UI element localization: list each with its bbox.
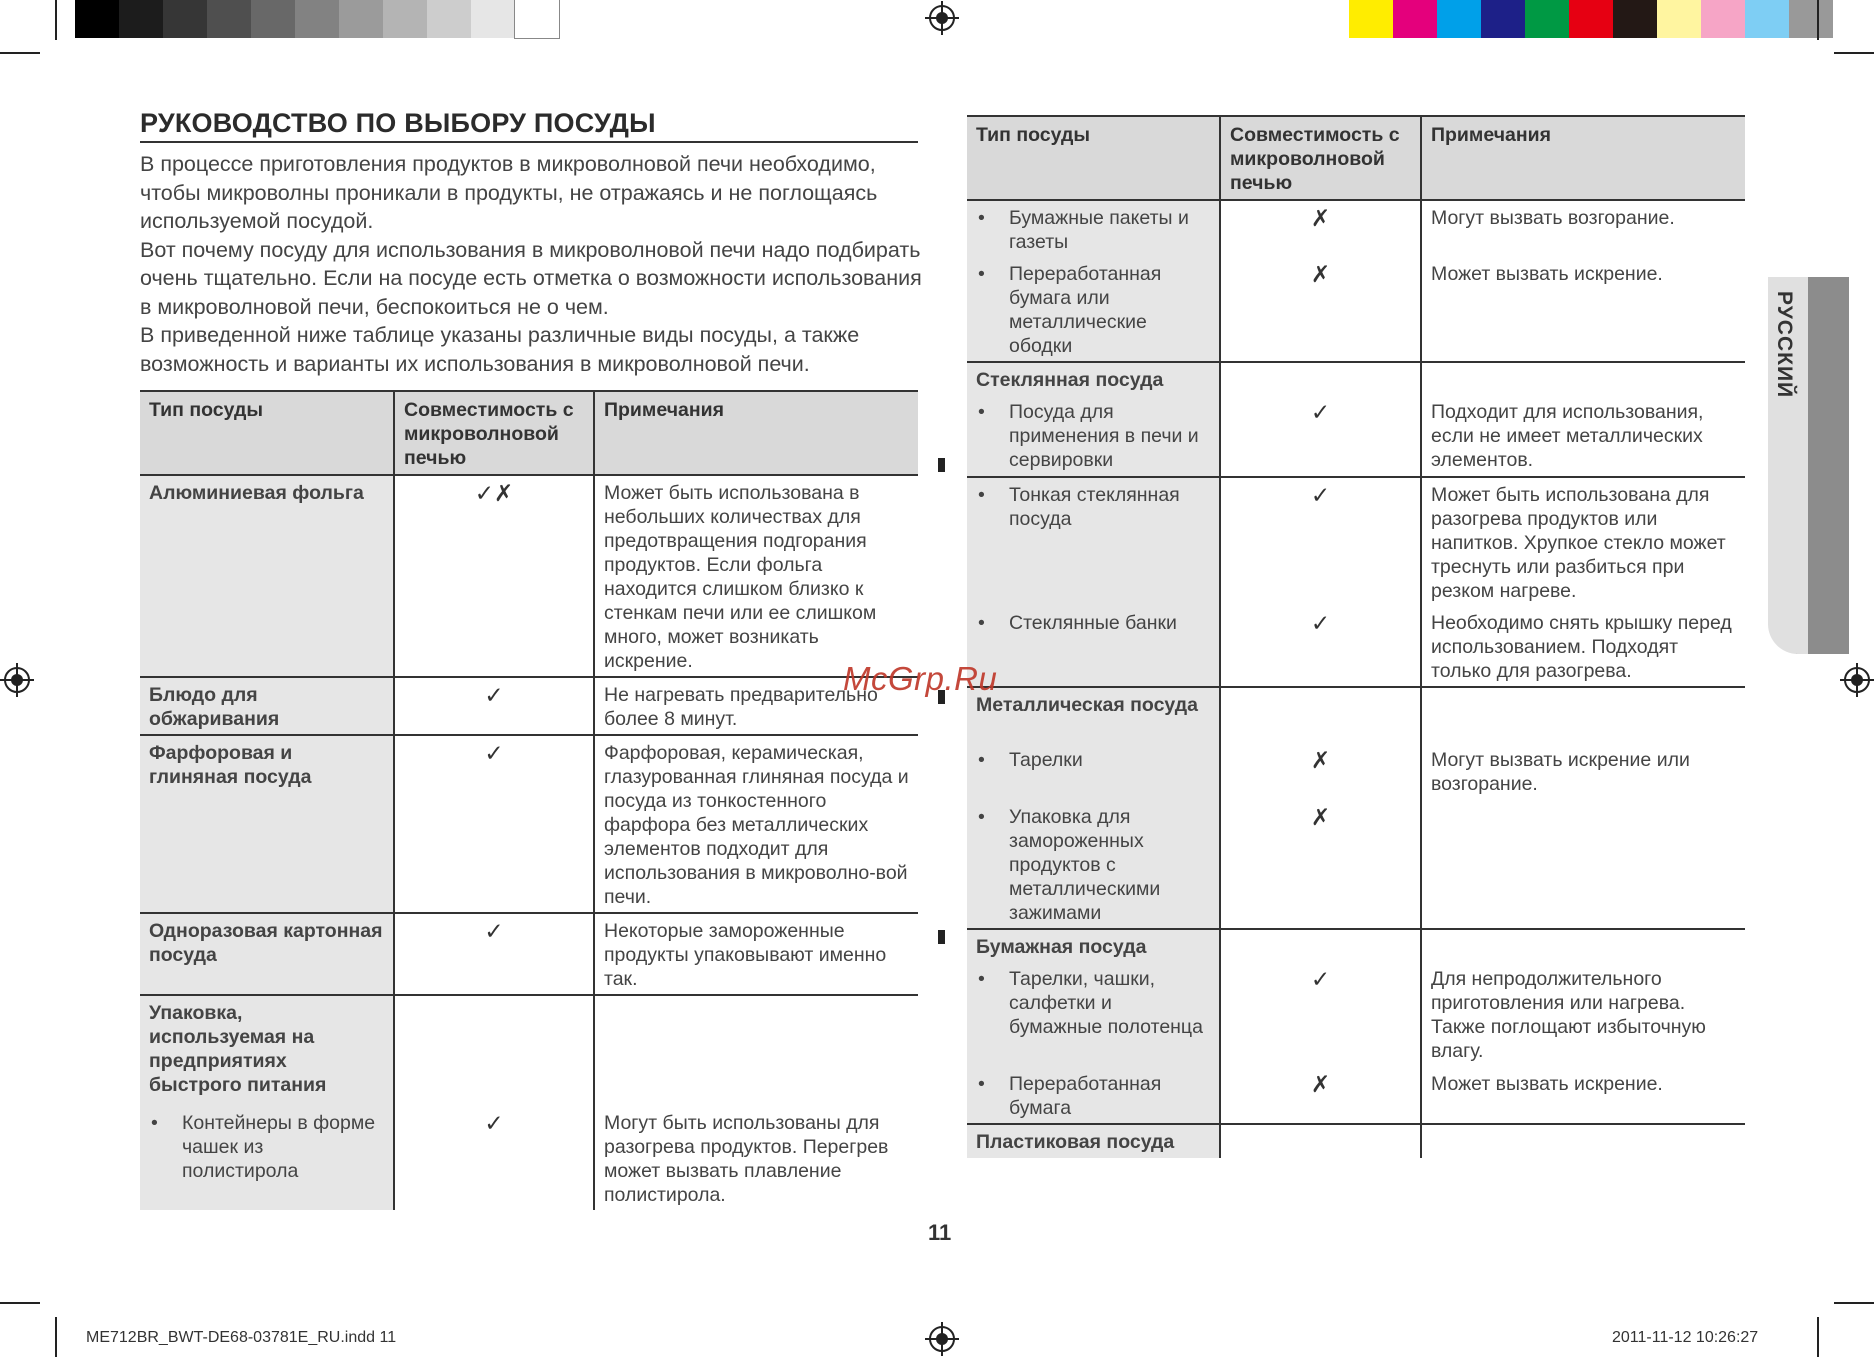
- crop-mark: [1817, 1317, 1819, 1357]
- check-icon: ✓: [1310, 610, 1331, 636]
- table-row: [967, 1067, 1745, 1124]
- row-notes: Некоторые замороженные продукты упаковывают именно так.: [594, 913, 918, 995]
- row-notes: Может вызвать искрение.: [1421, 1067, 1745, 1124]
- table-row: [967, 606, 1745, 687]
- language-tab: [1768, 277, 1849, 654]
- table-row: [967, 743, 1745, 800]
- color-swatch: [163, 0, 207, 38]
- row-item: • Тарелки: [976, 748, 1210, 772]
- table-row: [967, 477, 1745, 606]
- column-header-type: Тип посуды: [967, 116, 1220, 200]
- check-icon: ✓: [484, 740, 504, 766]
- footer-timestamp: 2011-11-12 10:26:27: [1612, 1329, 1759, 1346]
- row-notes: Необходимо снять крышку перед использованием. Подходят только для разогрева.: [1421, 606, 1745, 687]
- table-row: [967, 1124, 1745, 1158]
- row-notes: Подходит для использования, если не имеет металлических элементов.: [1421, 395, 1745, 477]
- color-swatch: [1393, 0, 1437, 38]
- gray-calibration-bar: [75, 0, 559, 38]
- row-item: • Стеклянные банки: [976, 611, 1210, 635]
- table-row: [967, 395, 1745, 477]
- color-swatch: [207, 0, 251, 38]
- row-category: Металлическая посуда: [967, 687, 1220, 743]
- row-item: • Бумажные пакеты и газеты: [976, 206, 1210, 254]
- cross-icon: ✗: [1310, 804, 1331, 830]
- color-swatch: [383, 0, 427, 38]
- color-swatch: [251, 0, 295, 38]
- row-category: Стеклянная посуда: [967, 362, 1220, 395]
- table-row: [140, 1106, 918, 1210]
- intro-text: [140, 150, 925, 378]
- color-swatch: [515, 0, 559, 38]
- check-icon: ✓: [1310, 966, 1331, 992]
- crop-mark: [55, 0, 57, 40]
- color-swatch: [471, 0, 515, 38]
- color-swatch: [1657, 0, 1701, 38]
- table-row: [967, 362, 1745, 395]
- row-notes: Могут вызвать искрение или возгорание.: [1421, 743, 1745, 800]
- check-icon: ✓: [1310, 399, 1331, 425]
- table-row: [140, 677, 918, 735]
- color-swatch: [1789, 0, 1833, 38]
- row-notes: Не нагревать предварительно более 8 минут.: [594, 677, 918, 735]
- crop-mark: [55, 1317, 57, 1357]
- color-swatch: [1437, 0, 1481, 38]
- footer-filename: ME712BR_BWT-DE68-03781E_RU.indd 11: [86, 1329, 397, 1346]
- color-swatch: [1745, 0, 1789, 38]
- color-swatch: [119, 0, 163, 38]
- row-item: • Контейнеры в форме чашек из полистирола: [149, 1111, 384, 1183]
- column-header-notes: Примечания: [1421, 116, 1745, 200]
- row-category: Пластиковая посуда: [967, 1124, 1220, 1158]
- cookware-table-right: [967, 115, 1745, 1158]
- color-swatch: [1525, 0, 1569, 38]
- color-swatch: [1349, 0, 1393, 38]
- color-swatch: [1701, 0, 1745, 38]
- row-category: Бумажная посуда: [967, 929, 1220, 962]
- row-type: Алюминиевая фольга: [140, 475, 394, 677]
- registration-mark-icon: [925, 1, 959, 35]
- row-type: Одноразовая картонная посуда: [140, 913, 394, 995]
- watermark: McGrp.Ru: [843, 660, 998, 697]
- color-swatch: [1613, 0, 1657, 38]
- color-swatch: [75, 0, 119, 38]
- row-type: Блюдо для обжаривания: [140, 677, 394, 735]
- cookware-table-left: [140, 390, 918, 1210]
- column-header-compat: Совместимость с микроволновой печью: [394, 391, 594, 475]
- cross-icon: ✗: [1310, 205, 1331, 231]
- intro-paragraph: В процессе приготовления продуктов в микроволновой печи необходимо, чтобы микроволны проникали в продукты, не отражаясь и не поглощаясь используемой посудой.: [140, 152, 878, 233]
- row-item: • Посуда для применения в печи и сервировки: [976, 400, 1210, 472]
- color-swatch: [1569, 0, 1613, 38]
- row-notes: Может вызвать искрение.: [1421, 257, 1745, 362]
- color-swatch: [295, 0, 339, 38]
- table-row: [140, 735, 918, 913]
- table-row: [967, 200, 1745, 257]
- registration-mark-icon: [1840, 663, 1874, 697]
- cross-icon: ✗: [1310, 261, 1331, 287]
- row-item: • Переработанная бумага или металлические ободки: [976, 262, 1210, 358]
- crop-mark: [0, 52, 40, 54]
- language-tab-label: РУССКИЙ: [1773, 291, 1796, 399]
- margin-marker: [938, 458, 945, 472]
- color-swatch: [427, 0, 471, 38]
- table-row: [140, 475, 918, 677]
- row-item: • Переработанная бумага: [976, 1072, 1210, 1120]
- column-header-notes: Примечания: [594, 391, 918, 475]
- table-row: [967, 800, 1745, 929]
- color-swatch: [1481, 0, 1525, 38]
- crop-mark: [1834, 1302, 1874, 1304]
- table-row: [967, 257, 1745, 362]
- row-type: Фарфоровая и глиняная посуда: [140, 735, 394, 913]
- table-row: [967, 929, 1745, 962]
- row-notes: Могут быть использованы для разогрева продуктов. Перегрев может вызвать плавление полистирола.: [594, 1106, 918, 1210]
- row-notes: Может быть использована для разогрева продуктов или напитков. Хрупкое стекло может треснуть или разбиться при резком нагреве.: [1421, 477, 1745, 606]
- row-item: • Упаковка для замороженных продуктов с металлическими зажимами: [976, 805, 1210, 925]
- check-icon: ✓: [484, 1110, 504, 1136]
- check-icon: ✓: [1310, 482, 1331, 508]
- intro-paragraph: В приведенной ниже таблице указаны различные виды посуды, а также возможность и варианты их использования в микроволновой печи.: [140, 323, 860, 376]
- column-header-type: Тип посуды: [140, 391, 394, 475]
- color-swatch: [339, 0, 383, 38]
- table-row: [140, 995, 918, 1106]
- margin-marker: [938, 930, 945, 944]
- table-row: [967, 962, 1745, 1067]
- crop-mark: [0, 1302, 40, 1304]
- row-item: • Тонкая стеклянная посуда: [976, 483, 1210, 531]
- row-category: Упаковка, используемая на предприятиях быстрого питания: [140, 995, 394, 1106]
- row-notes: Фарфоровая, керамическая, глазурованная глиняная посуда и посуда из тонкостенного фарфора без металлических элементов подходит для использования в микроволно-вой печи.: [594, 735, 918, 913]
- table-row: [140, 913, 918, 995]
- crop-mark: [1834, 52, 1874, 54]
- page-number: 11: [928, 1220, 952, 1245]
- table-row: [967, 687, 1745, 743]
- registration-mark-icon: [925, 1322, 959, 1356]
- compat-mark: ✓✗: [474, 480, 514, 506]
- crop-mark: [1817, 0, 1819, 40]
- row-notes: Может быть использована в небольших количествах для предотвращения подгорания продуктов. Если фольга находится слишком близко к стенкам печи или ее слишком много, может возникать искрение.: [594, 475, 918, 677]
- row-notes: Для непродолжительного приготовления или нагрева. Также поглощают избыточную влагу.: [1421, 962, 1745, 1067]
- row-item: • Тарелки, чашки, салфетки и бумажные полотенца: [976, 967, 1210, 1039]
- page-title: РУКОВОДСТВО ПО ВЫБОРУ ПОСУДЫ: [140, 108, 918, 143]
- color-calibration-bar: [1349, 0, 1833, 38]
- row-notes: Могут вызвать возгорание.: [1421, 200, 1745, 257]
- registration-mark-icon: [0, 663, 34, 697]
- column-header-compat: Совместимость с микроволновой печью: [1220, 116, 1421, 200]
- cross-icon: ✗: [1310, 1071, 1331, 1097]
- cross-icon: ✗: [1310, 747, 1331, 773]
- intro-paragraph: Вот почему посуду для использования в микроволновой печи надо подбирать очень тщательно. Если на посуде есть отметка о возможности использования в микроволновой печи, беспокоиться не о чем.: [140, 237, 922, 319]
- check-icon: ✓: [484, 918, 504, 944]
- check-icon: ✓: [484, 682, 504, 708]
